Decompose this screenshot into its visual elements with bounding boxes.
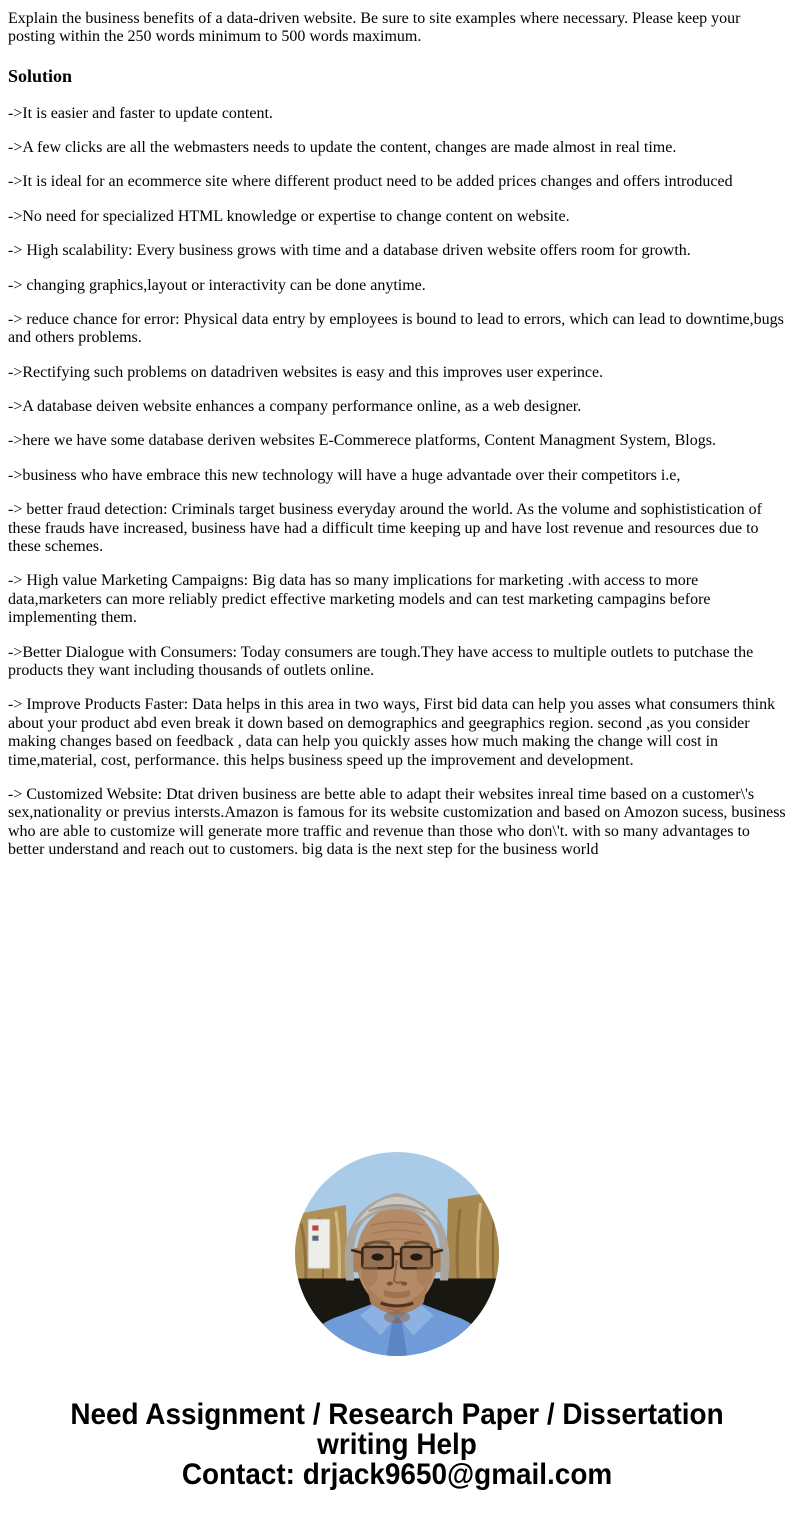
solution-point: ->here we have some database deriven websites E-Commerece platforms, Content Managment System, Blogs. (8, 432, 716, 450)
solution-point: -> Customized Website: Dtat driven business are bette able to adapt their websites inreal time based on a customer\'s sex,nationality or previus intersts.Amazon is famous for its website customization and based on Amozon sucess, business who are able to customize will generate more traffic and revenue than those who don\'t. with so many advantages to better understand and reach out to customers. big data is the next step for the business world (8, 785, 786, 859)
solution-point: -> changing graphics,layout or interactivity can be done anytime. (8, 276, 426, 294)
document-page (8, 8, 786, 1515)
footer-banner (8, 1400, 786, 1490)
solution-heading: Solution (8, 65, 73, 86)
solution-point: ->business who have embrace this new technology will have a huge advantade over their competitors i.e, (8, 466, 681, 484)
solution-point: -> Improve Products Faster: Data helps in this area in two ways, First bid data can help you asses what consumers think about your product abd even break it down based on demographics and geegraphics region. second ,as you consider making changes based on feedback , data can help you quickly asses how much making the change will cost in time,material, cost, performance. this helps business speed up the improvement and development. (8, 696, 776, 769)
footer-text-block (35, 1400, 759, 1490)
solution-document (8, 10, 786, 860)
solution-point: ->It is ideal for an ecommerce site where different product need to be added prices changes and offers introduced (8, 173, 733, 191)
solution-point: ->A database deiven website enhances a company performance online, as a web designer. (8, 398, 582, 416)
footer-contact-email: Contact: drjack9650@gmail.com (181, 1458, 613, 1491)
solution-point: -> High scalability: Every business grows with time and a database driven website offers room for growth. (8, 242, 691, 260)
tutor-avatar (295, 1152, 499, 1356)
solution-point: -> reduce chance for error: Physical data entry by employees is bound to lead to errors, which can lead to downtime,bugs and others problems. (8, 310, 784, 347)
solution-point: -> High value Marketing Campaigns: Big data has so many implications for marketing .with access to more data,marketers can more reliably predict effective marketing models and can test marketing campagins before implementing them. (8, 572, 711, 627)
solution-point: ->Better Dialogue with Consumers: Today consumers are tough.They have access to multiple outlets to putchase the products they want including thousands of outlets online. (8, 643, 754, 679)
solution-point: ->It is easier and faster to update content. (8, 104, 273, 122)
solution-point: ->A few clicks are all the webmasters needs to update the content, changes are made almost in real time. (8, 138, 677, 156)
portrait-photo (295, 1152, 499, 1356)
question-paragraph: Explain the business benefits of a data-driven website. Be sure to site examples where necessary. Please keep your posting within the 250 words minimum to 500 words maximum. (8, 10, 741, 46)
solution-point: ->Rectifying such problems on datadriven websites is easy and this improves user experince. (8, 363, 604, 381)
footer-title: Need Assignment / Research Paper / Dissertation writing Help (70, 1398, 724, 1461)
solution-point: -> better fraud detection: Criminals target business everyday around the world. As the volume and sophististication of these frauds have increased, business have had a difficult time keeping up and have lost revenue and resources due to these schemes. (8, 501, 762, 556)
solution-point: ->No need for specialized HTML knowledge or expertise to change content on website. (8, 207, 570, 225)
